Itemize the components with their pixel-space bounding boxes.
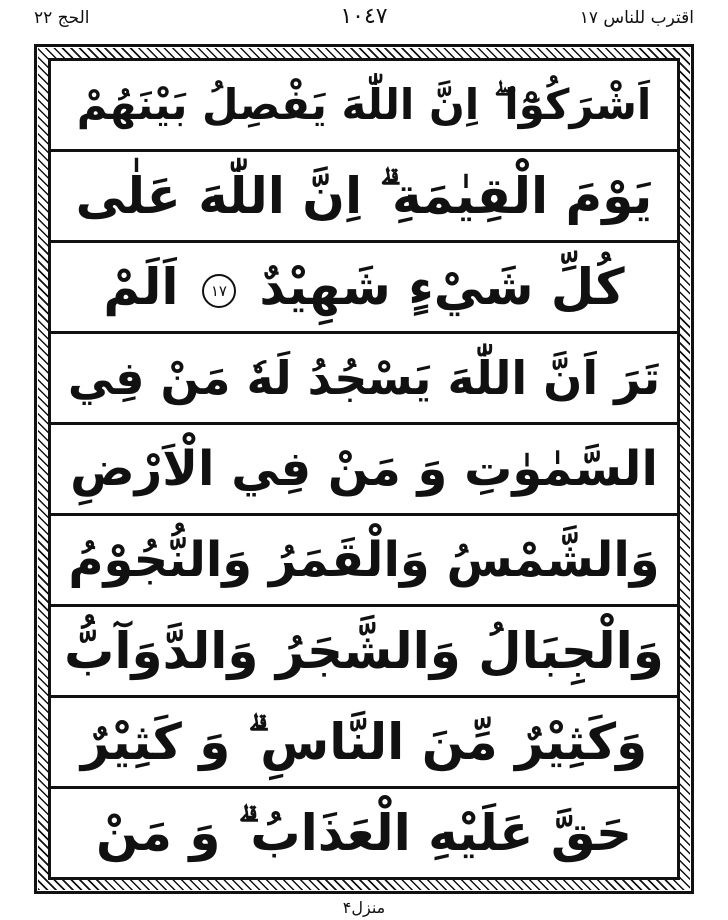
text-line-7 — [51, 607, 677, 698]
text-line-2 — [51, 152, 677, 243]
ayah-number-marker: ١٧ — [202, 274, 236, 308]
line-text: اَشْرَكُوْٓا ۖ اِنَّ اللّٰهَ يَفْصِلُ بَيْنَهُمْ — [76, 80, 652, 129]
surah-name: الحج ٢٢ — [34, 8, 90, 28]
line-text — [103, 258, 624, 316]
line-text-part: كُلِّ شَيْءٍ شَهِيْدٌ — [259, 258, 625, 316]
juz-name: اقترب للناس ١٧ — [579, 8, 694, 28]
line-text: تَرَ اَنَّ اللّٰهَ يَسْجُدُ لَهٗ مَنْ فِي — [67, 351, 661, 405]
manzil-footer: منزل۴ — [342, 898, 386, 917]
line-text: يَوْمَ الْقِيٰمَةِ ۗ اِنَّ اللّٰهَ عَلٰى — [75, 166, 653, 225]
text-line-8 — [51, 698, 677, 789]
text-line-3 — [51, 243, 677, 334]
text-block — [51, 61, 677, 877]
line-text: وَكَثِيْرٌ مِّنَ النَّاسِ ۗ وَ كَثِيْرٌ — [80, 712, 648, 771]
line-text: السَّمٰوٰتِ وَ مَنْ فِي الْاَرْضِ — [70, 441, 658, 497]
page-header — [0, 0, 728, 40]
page-number: ١٠٤٧ — [340, 4, 388, 29]
text-line-6 — [51, 516, 677, 607]
line-text: وَالشَّمْسُ وَالْقَمَرُ وَالنُّجُوْمُ — [68, 532, 660, 588]
text-line-1 — [51, 61, 677, 152]
text-line-4 — [51, 334, 677, 425]
text-line-5 — [51, 425, 677, 516]
line-text: حَقَّ عَلَيْهِ الْعَذَابُ ۗ وَ مَنْ — [96, 803, 632, 862]
text-line-9 — [51, 789, 677, 877]
line-text-part: اَلَمْ — [103, 258, 179, 316]
line-text: وَالْجِبَالُ وَالشَّجَرُ وَالدَّوَآبُّ — [64, 622, 664, 680]
